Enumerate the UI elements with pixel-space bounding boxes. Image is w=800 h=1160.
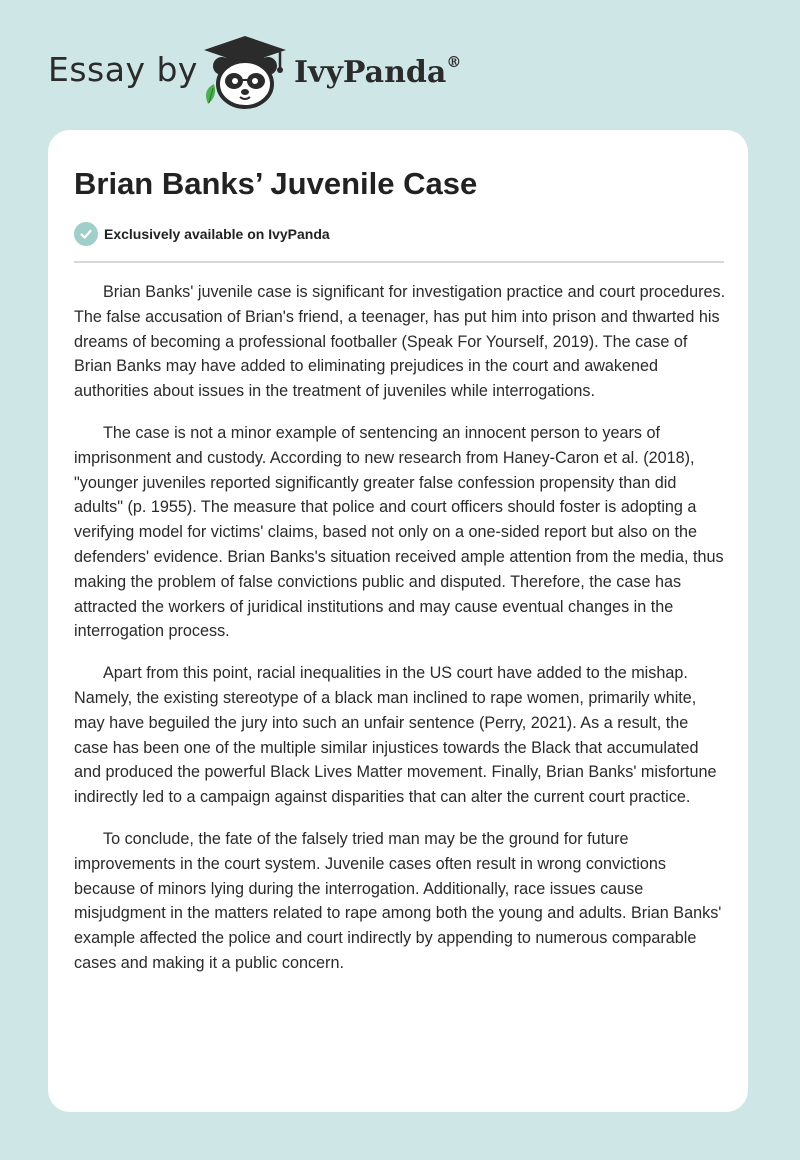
essay-title: Brian Banks’ Juvenile Case	[74, 166, 478, 201]
essay-by-label: Essay by	[48, 50, 198, 89]
paragraph: Apart from this point, racial inequalities in the US court have added to the mishap. Namely, the existing stereotype of a black man inclined to rape women, primarily white, may have beguiled the jury into such an unfair sentence (Perry, 2021). As a result, the case has been one of the multiple similar injustices towards the Black that accumulated and produced the powerful Black Lives Matter movement. Finally, Brian Banks' misfortune indirectly led to a campaign against disparities that can alter the current court practice.	[74, 664, 717, 807]
divider	[74, 261, 724, 263]
exclusive-badge	[74, 222, 330, 246]
brand-name[interactable]	[294, 55, 461, 90]
ivypanda-logo-icon[interactable]	[200, 34, 290, 110]
registered-mark: ®	[446, 53, 462, 71]
essay-card	[48, 130, 748, 1112]
checkmark-icon	[74, 222, 98, 246]
site-header	[0, 0, 800, 130]
essay-body	[74, 280, 726, 993]
brand-text: IvyPanda	[294, 55, 447, 90]
paragraph: Brian Banks' juvenile case is significant for investigation practice and court procedures. The false accusation of Brian's friend, a teenager, has put him into prison and thwarted his dreams of becoming a professional footballer (Speak For Yourself, 2019). The case of Brian Banks may have added to eliminating prejudices in the court and awakened authorities about issues in the treatment of juveniles while interrogations.	[74, 283, 726, 401]
exclusive-badge-label: Exclusively available on IvyPanda	[104, 226, 330, 242]
paragraph: The case is not a minor example of sentencing an innocent person to years of imprisonment and custody. According to new research from Haney-Caron et al. (2018), "younger juveniles reported significantly greater false confession propensity than did adults" (p. 1955). The measure that police and court officers should foster is adopting a verifying model for victims' claims, based not only on a one-sided report but also on the defenders' evidence. Brian Banks's situation received ample attention from the media, thus making the problem of false convictions public and disputed. Therefore, the case has attracted the workers of juridical institutions and may cause eventual changes in the interrogation process.	[74, 423, 724, 641]
paragraph: To conclude, the fate of the falsely tried man may be the ground for future improvements in the court system. Juvenile cases often result in wrong convictions because of minors lying during the interrogation. Additionally, race issues cause misjudgment in the matters related to rape among both the young and adults. Brian Banks' example affected the police and court indirectly by appending to numerous comparable cases and making it a public concern.	[74, 829, 722, 972]
